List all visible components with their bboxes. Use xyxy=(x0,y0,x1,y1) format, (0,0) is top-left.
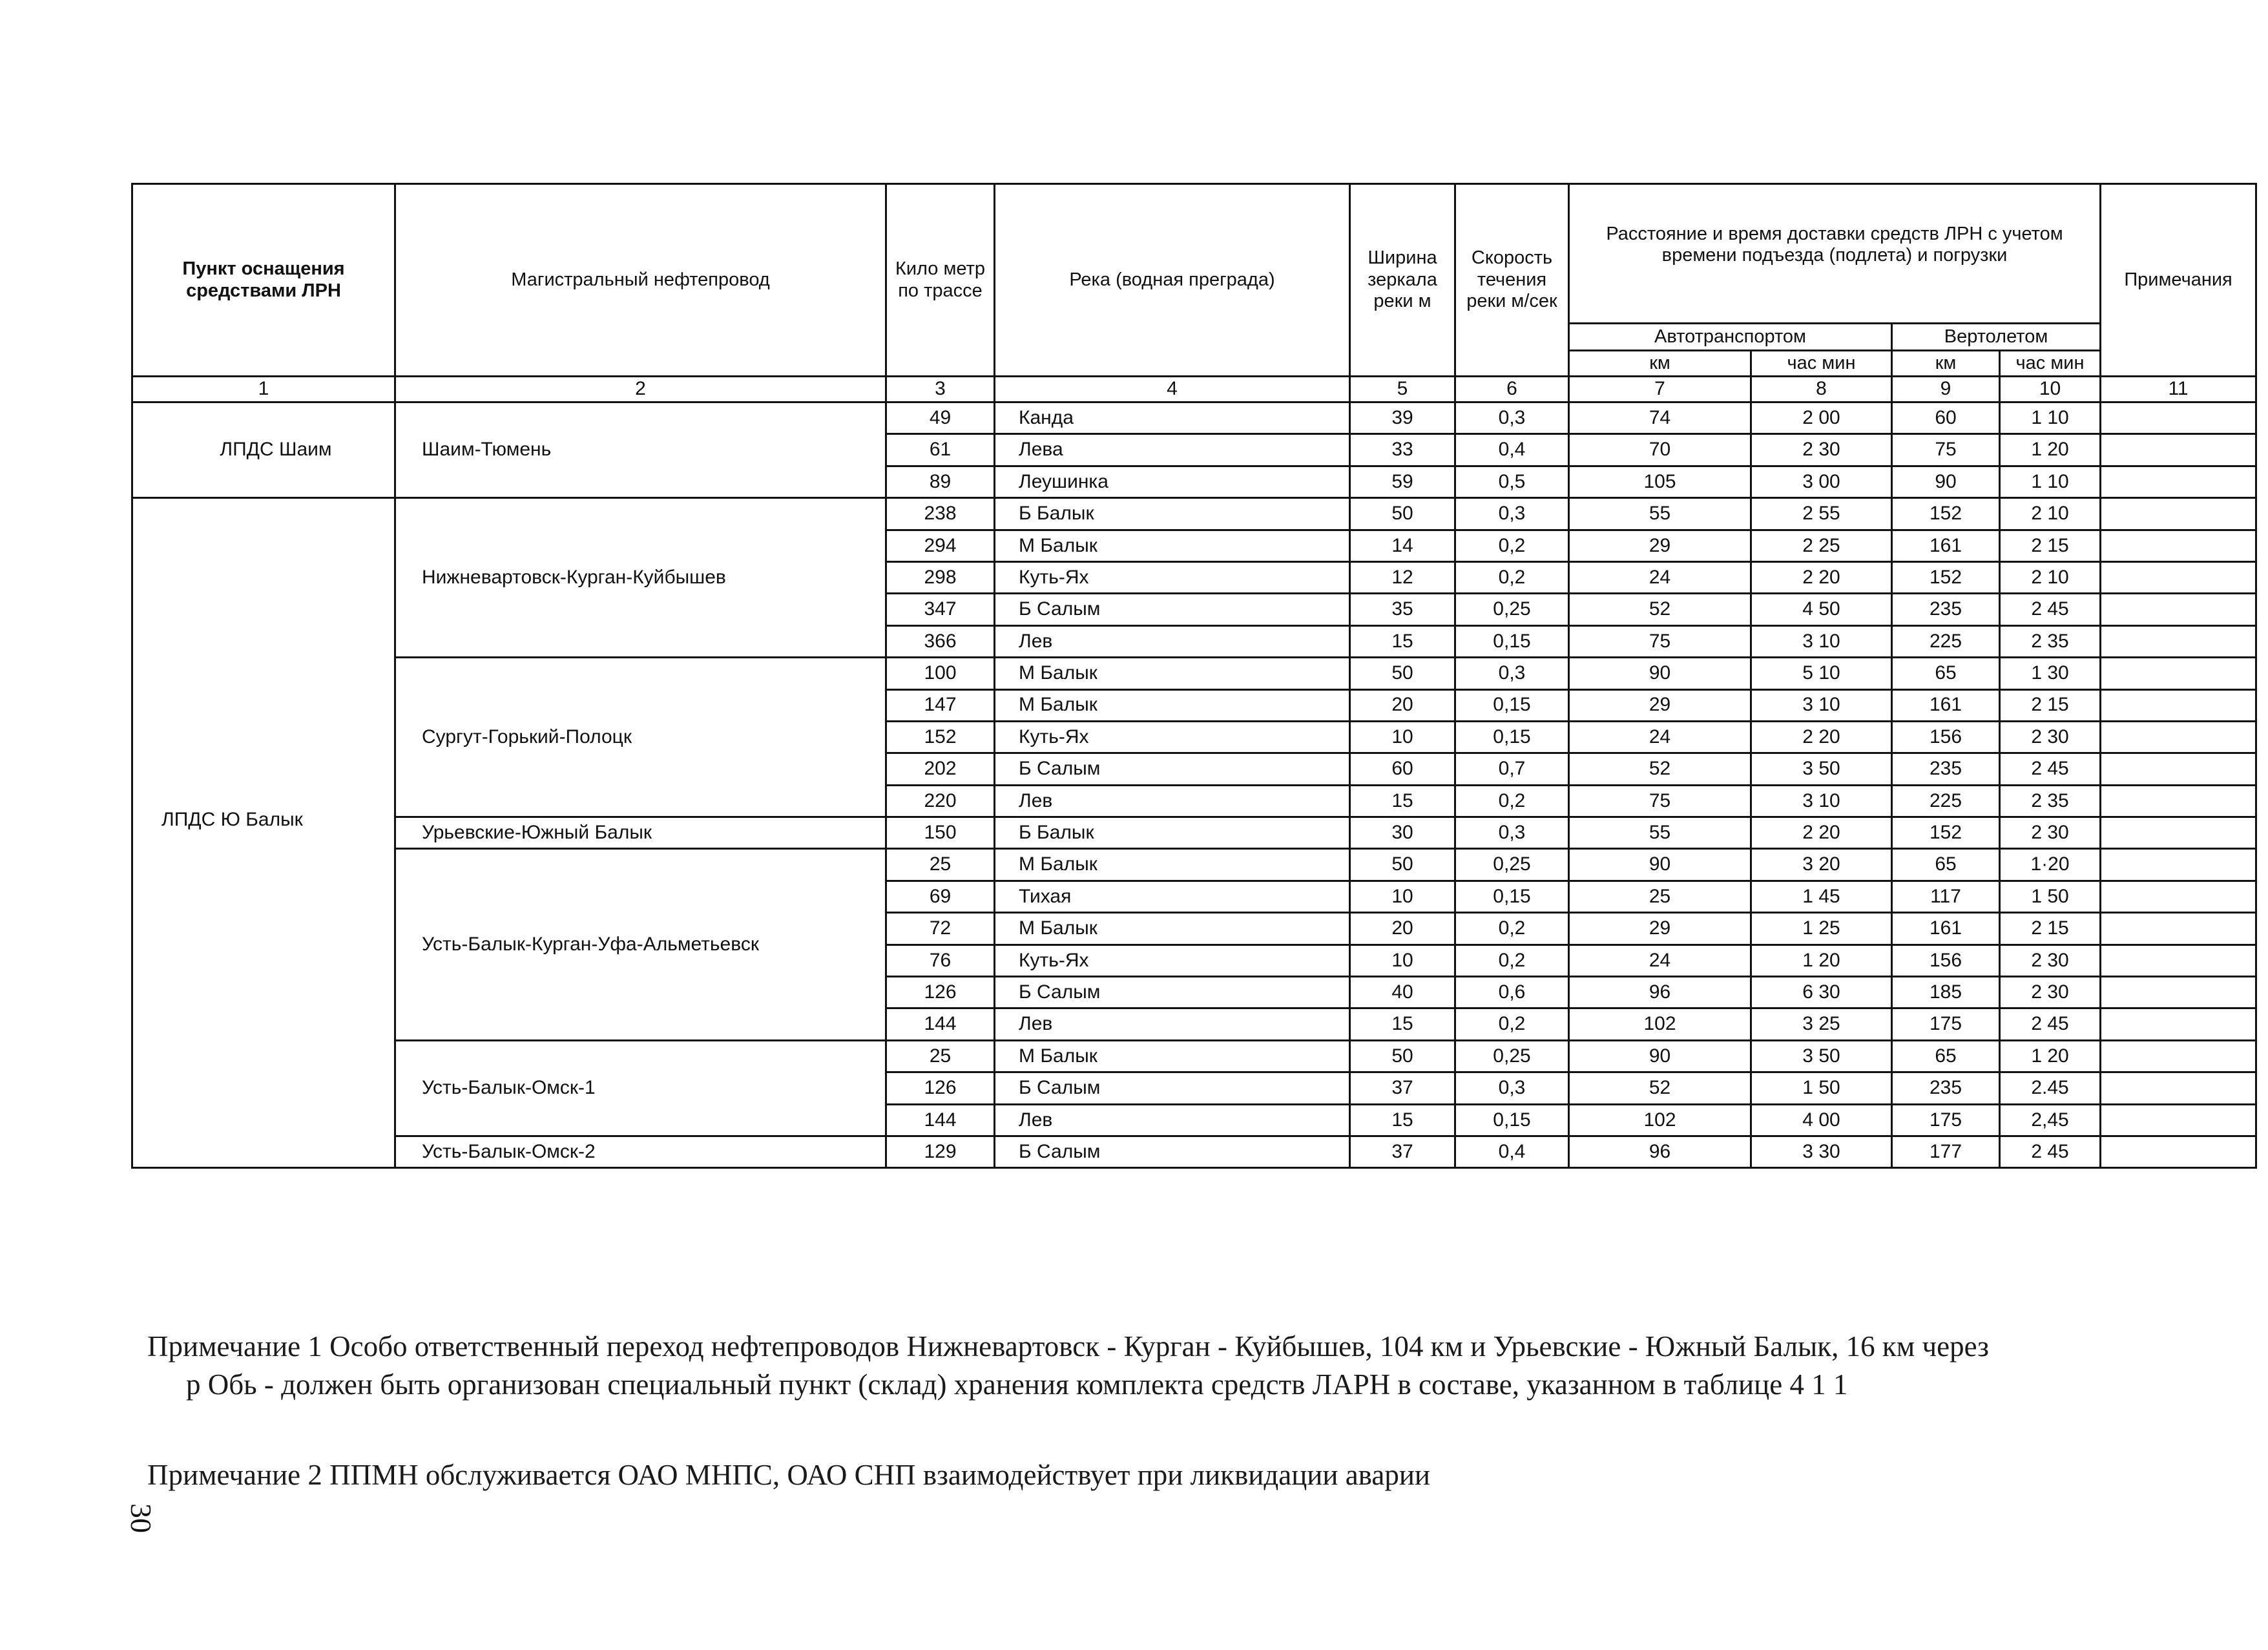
km-cell: 49 xyxy=(886,402,995,434)
speed-cell: 0,5 xyxy=(1455,466,1569,497)
auto-km-cell: 52 xyxy=(1569,594,1751,625)
speed-cell: 0,15 xyxy=(1455,881,1569,912)
river-cell: Тихая xyxy=(995,881,1350,912)
auto-km-cell: 70 xyxy=(1569,434,1751,466)
width-cell: 50 xyxy=(1350,498,1455,530)
width-cell: 37 xyxy=(1350,1136,1455,1167)
km-cell: 152 xyxy=(886,721,995,753)
km-cell: 69 xyxy=(886,881,995,912)
width-cell: 35 xyxy=(1350,594,1455,625)
speed-cell: 0,2 xyxy=(1455,561,1569,593)
notes-cell xyxy=(2101,530,2256,561)
river-cell: Леушинка xyxy=(995,466,1350,497)
river-cell: М Балык xyxy=(995,658,1350,689)
pipeline-cell: Усть-Балык-Омск-2 xyxy=(395,1136,886,1167)
speed-cell: 0,4 xyxy=(1455,1136,1569,1167)
heli-time-cell: 2 35 xyxy=(2000,625,2101,657)
notes-cell xyxy=(2101,625,2256,657)
column-number: 10 xyxy=(2000,377,2101,402)
note-1-line-1: Примечание 1 Особо ответственный переход нефтепроводов Нижневартовск - Курган - Куйбышев, 104 км и Урьевские - Южный Балык, 16 км через xyxy=(147,1330,1989,1363)
heli-km-cell: 225 xyxy=(1892,625,2000,657)
table-row xyxy=(132,817,2256,849)
river-cell: М Балык xyxy=(995,689,1350,721)
auto-time-cell: 2 30 xyxy=(1751,434,1892,466)
notes-cell xyxy=(2101,658,2256,689)
width-cell: 14 xyxy=(1350,530,1455,561)
column-number: 1 xyxy=(132,377,395,402)
auto-km-cell: 90 xyxy=(1569,1040,1751,1072)
header-heli-time: час мин xyxy=(2000,351,2101,377)
width-cell: 33 xyxy=(1350,434,1455,466)
km-cell: 144 xyxy=(886,1008,995,1040)
auto-time-cell: 3 20 xyxy=(1751,849,1892,881)
width-cell: 20 xyxy=(1350,913,1455,945)
heli-km-cell: 60 xyxy=(1892,402,2000,434)
speed-cell: 0,25 xyxy=(1455,594,1569,625)
auto-time-cell: 3 25 xyxy=(1751,1008,1892,1040)
header-km: Кило метр по трассе xyxy=(886,184,995,377)
auto-km-cell: 29 xyxy=(1569,913,1751,945)
auto-time-cell: 2 55 xyxy=(1751,498,1892,530)
column-number: 4 xyxy=(995,377,1350,402)
notes-cell xyxy=(2101,753,2256,785)
river-cell: Б Салым xyxy=(995,1072,1350,1104)
heli-km-cell: 161 xyxy=(1892,530,2000,561)
heli-time-cell: 1 10 xyxy=(2000,402,2101,434)
heli-km-cell: 175 xyxy=(1892,1104,2000,1136)
speed-cell: 0,15 xyxy=(1455,1104,1569,1136)
heli-time-cell: 1 30 xyxy=(2000,658,2101,689)
heli-time-cell: 2 10 xyxy=(2000,561,2101,593)
auto-time-cell: 3 10 xyxy=(1751,625,1892,657)
notes-cell xyxy=(2101,402,2256,434)
auto-km-cell: 52 xyxy=(1569,1072,1751,1104)
auto-km-cell: 24 xyxy=(1569,721,1751,753)
heli-km-cell: 235 xyxy=(1892,753,2000,785)
point-cell: ЛПДС Шаим xyxy=(132,402,395,498)
auto-time-cell: 1 25 xyxy=(1751,913,1892,945)
heli-km-cell: 225 xyxy=(1892,785,2000,817)
speed-cell: 0,25 xyxy=(1455,849,1569,881)
speed-cell: 0,4 xyxy=(1455,434,1569,466)
heli-time-cell: 2 15 xyxy=(2000,913,2101,945)
river-cell: Канда xyxy=(995,402,1350,434)
speed-cell: 0,15 xyxy=(1455,689,1569,721)
auto-km-cell: 102 xyxy=(1569,1104,1751,1136)
header-auto: Автотранспортом xyxy=(1569,324,1892,351)
auto-km-cell: 102 xyxy=(1569,1008,1751,1040)
heli-time-cell: 1 10 xyxy=(2000,466,2101,497)
notes-cell xyxy=(2101,1136,2256,1167)
km-cell: 298 xyxy=(886,561,995,593)
data-table-container xyxy=(131,183,2255,1169)
auto-km-cell: 24 xyxy=(1569,945,1751,976)
speed-cell: 0,15 xyxy=(1455,721,1569,753)
km-cell: 25 xyxy=(886,1040,995,1072)
width-cell: 15 xyxy=(1350,785,1455,817)
width-cell: 10 xyxy=(1350,945,1455,976)
auto-time-cell: 5 10 xyxy=(1751,658,1892,689)
header-auto-km: км xyxy=(1569,351,1751,377)
column-number: 11 xyxy=(2101,377,2256,402)
point-cell: ЛПДС Ю Балык xyxy=(132,498,395,1168)
river-cell: Б Салым xyxy=(995,1136,1350,1167)
header-notes: Примечания xyxy=(2101,184,2256,377)
pipeline-cell: Нижневартовск-Курган-Куйбышев xyxy=(395,498,886,658)
km-cell: 100 xyxy=(886,658,995,689)
heli-time-cell: 2,45 xyxy=(2000,1104,2101,1136)
pipeline-cell: Урьевские-Южный Балык xyxy=(395,817,886,849)
heli-time-cell: 2 15 xyxy=(2000,689,2101,721)
pipeline-cell: Усть-Балык-Курган-Уфа-Альметьевск xyxy=(395,849,886,1040)
km-cell: 25 xyxy=(886,849,995,881)
heli-time-cell: 1 20 xyxy=(2000,1040,2101,1072)
notes-cell xyxy=(2101,881,2256,912)
table-body xyxy=(132,402,2256,1168)
auto-time-cell: 4 50 xyxy=(1751,594,1892,625)
width-cell: 39 xyxy=(1350,402,1455,434)
table-row xyxy=(132,658,2256,689)
heli-km-cell: 161 xyxy=(1892,913,2000,945)
heli-km-cell: 161 xyxy=(1892,689,2000,721)
speed-cell: 0,3 xyxy=(1455,1072,1569,1104)
km-cell: 89 xyxy=(886,466,995,497)
speed-cell: 0,2 xyxy=(1455,945,1569,976)
width-cell: 15 xyxy=(1350,1104,1455,1136)
pipeline-cell: Шаим-Тюмень xyxy=(395,402,886,498)
speed-cell: 0,6 xyxy=(1455,977,1569,1008)
auto-time-cell: 3 00 xyxy=(1751,466,1892,497)
width-cell: 20 xyxy=(1350,689,1455,721)
auto-km-cell: 105 xyxy=(1569,466,1751,497)
auto-time-cell: 2 00 xyxy=(1751,402,1892,434)
km-cell: 126 xyxy=(886,977,995,1008)
notes-cell xyxy=(2101,498,2256,530)
river-cell: Б Салым xyxy=(995,594,1350,625)
heli-time-cell: 2 30 xyxy=(2000,721,2101,753)
auto-time-cell: 2 20 xyxy=(1751,817,1892,849)
river-cell: Лев xyxy=(995,785,1350,817)
width-cell: 50 xyxy=(1350,658,1455,689)
km-cell: 347 xyxy=(886,594,995,625)
width-cell: 60 xyxy=(1350,753,1455,785)
heli-time-cell: 2 15 xyxy=(2000,530,2101,561)
speed-cell: 0,2 xyxy=(1455,530,1569,561)
header-heli: Вертолетом xyxy=(1892,324,2101,351)
heli-km-cell: 90 xyxy=(1892,466,2000,497)
speed-cell: 0,2 xyxy=(1455,785,1569,817)
km-cell: 76 xyxy=(886,945,995,976)
width-cell: 15 xyxy=(1350,625,1455,657)
auto-time-cell: 1 50 xyxy=(1751,1072,1892,1104)
width-cell: 15 xyxy=(1350,1008,1455,1040)
notes-cell xyxy=(2101,945,2256,976)
notes-cell xyxy=(2101,785,2256,817)
auto-time-cell: 2 20 xyxy=(1751,721,1892,753)
width-cell: 50 xyxy=(1350,849,1455,881)
auto-time-cell: 6 30 xyxy=(1751,977,1892,1008)
column-number: 9 xyxy=(1892,377,2000,402)
table-row xyxy=(132,498,2256,530)
river-cell: Лев xyxy=(995,1008,1350,1040)
notes-cell xyxy=(2101,849,2256,881)
auto-time-cell: 2 20 xyxy=(1751,561,1892,593)
heli-time-cell: 2 45 xyxy=(2000,753,2101,785)
auto-km-cell: 55 xyxy=(1569,498,1751,530)
auto-time-cell: 3 10 xyxy=(1751,785,1892,817)
km-cell: 61 xyxy=(886,434,995,466)
km-cell: 147 xyxy=(886,689,995,721)
table-row xyxy=(132,402,2256,434)
auto-time-cell: 3 50 xyxy=(1751,753,1892,785)
column-number: 7 xyxy=(1569,377,1751,402)
heli-time-cell: 1 50 xyxy=(2000,881,2101,912)
note-2: Примечание 2 ППМН обслуживается ОАО МНПС, ОАО СНП взаимодействует при ликвидации аварии xyxy=(147,1459,1430,1491)
heli-km-cell: 75 xyxy=(1892,434,2000,466)
width-cell: 10 xyxy=(1350,721,1455,753)
notes-cell xyxy=(2101,689,2256,721)
auto-time-cell: 1 45 xyxy=(1751,881,1892,912)
km-cell: 366 xyxy=(886,625,995,657)
heli-km-cell: 152 xyxy=(1892,817,2000,849)
river-cell: Лев xyxy=(995,625,1350,657)
header-distance-group: Расстояние и время доставки средств ЛРН с учетом времени подъезда (подлета) и погрузки xyxy=(1569,184,2101,324)
river-cell: Б Балык xyxy=(995,817,1350,849)
notes-cell xyxy=(2101,1072,2256,1104)
notes-cell xyxy=(2101,594,2256,625)
column-number: 3 xyxy=(886,377,995,402)
speed-cell: 0,3 xyxy=(1455,658,1569,689)
heli-km-cell: 156 xyxy=(1892,721,2000,753)
auto-time-cell: 3 50 xyxy=(1751,1040,1892,1072)
auto-km-cell: 96 xyxy=(1569,977,1751,1008)
speed-cell: 0,3 xyxy=(1455,402,1569,434)
heli-time-cell: 1 20 xyxy=(2000,434,2101,466)
heli-km-cell: 65 xyxy=(1892,1040,2000,1072)
notes-section xyxy=(147,1328,2240,1494)
heli-km-cell: 156 xyxy=(1892,945,2000,976)
width-cell: 40 xyxy=(1350,977,1455,1008)
column-number: 5 xyxy=(1350,377,1455,402)
river-cell: Куть-Ях xyxy=(995,561,1350,593)
auto-km-cell: 52 xyxy=(1569,753,1751,785)
header-width: Ширина зеркала реки м xyxy=(1350,184,1455,377)
header-auto-time: час мин xyxy=(1751,351,1892,377)
notes-cell xyxy=(2101,1104,2256,1136)
auto-time-cell: 3 30 xyxy=(1751,1136,1892,1167)
heli-km-cell: 152 xyxy=(1892,498,2000,530)
notes-cell xyxy=(2101,434,2256,466)
river-cell: Куть-Ях xyxy=(995,945,1350,976)
page-number: 30 xyxy=(125,1503,158,1533)
speed-cell: 0,15 xyxy=(1455,625,1569,657)
width-cell: 59 xyxy=(1350,466,1455,497)
river-cell: Б Салым xyxy=(995,977,1350,1008)
km-cell: 144 xyxy=(886,1104,995,1136)
header-river: Река (водная преграда) xyxy=(995,184,1350,377)
km-cell: 150 xyxy=(886,817,995,849)
speed-cell: 0,3 xyxy=(1455,498,1569,530)
km-cell: 202 xyxy=(886,753,995,785)
width-cell: 12 xyxy=(1350,561,1455,593)
header-speed: Скорость течения реки м/сек xyxy=(1455,184,1569,377)
heli-km-cell: 175 xyxy=(1892,1008,2000,1040)
river-cell: Лев xyxy=(995,1104,1350,1136)
km-cell: 220 xyxy=(886,785,995,817)
speed-cell: 0,3 xyxy=(1455,817,1569,849)
speed-cell: 0,25 xyxy=(1455,1040,1569,1072)
river-cell: М Балык xyxy=(995,849,1350,881)
km-cell: 238 xyxy=(886,498,995,530)
heli-time-cell: 2 10 xyxy=(2000,498,2101,530)
km-cell: 129 xyxy=(886,1136,995,1167)
heli-time-cell: 2.45 xyxy=(2000,1072,2101,1104)
pipeline-cell: Усть-Балык-Омск-1 xyxy=(395,1040,886,1136)
table-row xyxy=(132,1040,2256,1072)
heli-time-cell: 2 30 xyxy=(2000,977,2101,1008)
auto-km-cell: 25 xyxy=(1569,881,1751,912)
km-cell: 294 xyxy=(886,530,995,561)
heli-km-cell: 185 xyxy=(1892,977,2000,1008)
auto-km-cell: 90 xyxy=(1569,849,1751,881)
header-heli-km: км xyxy=(1892,351,2000,377)
notes-cell xyxy=(2101,817,2256,849)
river-cell: Лева xyxy=(995,434,1350,466)
heli-km-cell: 65 xyxy=(1892,849,2000,881)
header-pipeline: Магистральный нефтепровод xyxy=(395,184,886,377)
river-cell: М Балык xyxy=(995,530,1350,561)
width-cell: 30 xyxy=(1350,817,1455,849)
heli-time-cell: 2 45 xyxy=(2000,1136,2101,1167)
auto-km-cell: 96 xyxy=(1569,1136,1751,1167)
auto-km-cell: 74 xyxy=(1569,402,1751,434)
auto-km-cell: 29 xyxy=(1569,689,1751,721)
heli-km-cell: 177 xyxy=(1892,1136,2000,1167)
auto-time-cell: 3 10 xyxy=(1751,689,1892,721)
speed-cell: 0,2 xyxy=(1455,1008,1569,1040)
header-point: Пункт оснащения средствами ЛРН xyxy=(132,184,395,377)
table-row xyxy=(132,1136,2256,1167)
notes-cell xyxy=(2101,721,2256,753)
heli-km-cell: 152 xyxy=(1892,561,2000,593)
width-cell: 10 xyxy=(1350,881,1455,912)
river-cell: Куть-Ях xyxy=(995,721,1350,753)
column-number: 8 xyxy=(1751,377,1892,402)
auto-time-cell: 2 25 xyxy=(1751,530,1892,561)
note-1-line-2: р Обь - должен быть организован специальный пункт (склад) хранения комплекта средств ЛАРН в составе, указанном в таблице 4 1 1 xyxy=(186,1368,1848,1401)
auto-km-cell: 55 xyxy=(1569,817,1751,849)
river-cell: Б Балык xyxy=(995,498,1350,530)
auto-time-cell: 4 00 xyxy=(1751,1104,1892,1136)
width-cell: 50 xyxy=(1350,1040,1455,1072)
notes-cell xyxy=(2101,1008,2256,1040)
river-cell: М Балык xyxy=(995,1040,1350,1072)
heli-km-cell: 235 xyxy=(1892,594,2000,625)
heli-time-cell: 2 35 xyxy=(2000,785,2101,817)
table-row xyxy=(132,849,2256,881)
km-cell: 72 xyxy=(886,913,995,945)
table-header xyxy=(132,184,2256,402)
width-cell: 37 xyxy=(1350,1072,1455,1104)
heli-km-cell: 117 xyxy=(1892,881,2000,912)
heli-time-cell: 2 45 xyxy=(2000,1008,2101,1040)
heli-time-cell: 2 30 xyxy=(2000,817,2101,849)
notes-cell xyxy=(2101,466,2256,497)
column-number: 6 xyxy=(1455,377,1569,402)
heli-km-cell: 235 xyxy=(1892,1072,2000,1104)
column-number: 2 xyxy=(395,377,886,402)
notes-cell xyxy=(2101,913,2256,945)
auto-km-cell: 90 xyxy=(1569,658,1751,689)
auto-km-cell: 75 xyxy=(1569,785,1751,817)
auto-km-cell: 24 xyxy=(1569,561,1751,593)
auto-time-cell: 1 20 xyxy=(1751,945,1892,976)
heli-time-cell: 2 30 xyxy=(2000,945,2101,976)
speed-cell: 0,2 xyxy=(1455,913,1569,945)
notes-cell xyxy=(2101,561,2256,593)
notes-cell xyxy=(2101,977,2256,1008)
data-table xyxy=(131,183,2257,1169)
heli-time-cell: 2 45 xyxy=(2000,594,2101,625)
km-cell: 126 xyxy=(886,1072,995,1104)
river-cell: Б Салым xyxy=(995,753,1350,785)
notes-cell xyxy=(2101,1040,2256,1072)
heli-time-cell: 1·20 xyxy=(2000,849,2101,881)
auto-km-cell: 29 xyxy=(1569,530,1751,561)
pipeline-cell: Сургут-Горький-Полоцк xyxy=(395,658,886,817)
speed-cell: 0,7 xyxy=(1455,753,1569,785)
heli-km-cell: 65 xyxy=(1892,658,2000,689)
river-cell: М Балык xyxy=(995,913,1350,945)
auto-km-cell: 75 xyxy=(1569,625,1751,657)
